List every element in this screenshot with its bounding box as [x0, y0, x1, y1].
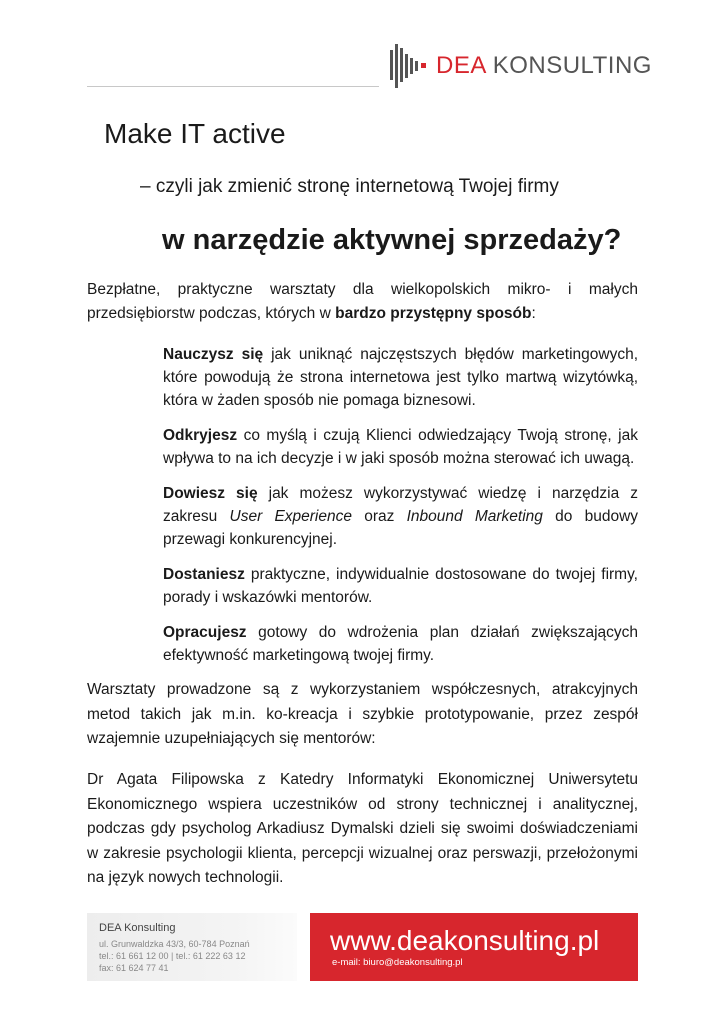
footer-www-domain: deakonsulting.pl: [396, 925, 600, 956]
benefit-item: [163, 343, 638, 412]
benefit-lead: Dowiesz się: [163, 485, 258, 502]
logo-wordmark: [436, 52, 652, 80]
benefit-lead: Nauczysz się: [163, 346, 264, 363]
company-logo: [390, 44, 652, 88]
footer-fax: fax: 61 624 77 41: [99, 963, 169, 973]
footer-address: ul. Grunwaldzka 43/3, 60-784 Poznań: [99, 939, 250, 949]
logo-word-dea: DEA: [436, 52, 486, 79]
benefit-text: do budowy przewagi konkurencyjnej.: [163, 508, 639, 548]
benefit-lead: Dostaniesz: [163, 566, 245, 583]
document-title: Make IT active: [104, 118, 286, 149]
benefit-item: [163, 424, 638, 470]
footer-company: DEA Konsulting: [99, 922, 176, 934]
benefit-text: gotowy do wdrożenia plan działań zwiększających efektywność marketingową twojej firmy.: [163, 624, 638, 664]
footer-phones: tel.: 61 661 12 00 | tel.: 61 222 63 12: [99, 951, 246, 961]
footer-www-prefix: www.: [330, 925, 397, 956]
intro-bold: bardzo przystępny sposób: [335, 305, 532, 322]
intro-end: :: [531, 305, 536, 322]
benefit-lead: Opracujesz: [163, 624, 247, 641]
benefit-text: jak możesz wykorzystywać wiedzę i narzędzia z zakresu: [163, 485, 638, 525]
footer-contact-box: [87, 913, 297, 981]
benefit-item: [163, 563, 638, 609]
benefit-text: praktyczne, indywidualnie dostosowane do twojej firmy, porady i wskazówki mentorów.: [163, 566, 638, 606]
logo-word-konsulting: KONSULTING: [492, 52, 652, 79]
intro-paragraph: [87, 278, 638, 326]
footer-web-box: [310, 913, 638, 981]
benefit-lead: Odkryjesz: [163, 427, 238, 444]
benefit-italic: Inbound Marketing: [406, 508, 543, 525]
logo-bars-icon: [390, 44, 428, 88]
benefit-text: oraz: [352, 508, 407, 525]
benefit-text: jak uniknąć najczęstszych błędów marketingowych, które powodują że strona internetowa jest tylko martwą wizytówką, która w żaden sposób nie pomaga biznesowi.: [163, 346, 638, 409]
mentors-paragraph: Dr Agata Filipowska z Katedry Informatyki Ekonomicznej Uniwersytetu Ekonomicznego wspiera uczestników od strony technicznej i analitycznej, podczas gdy psycholog Arkadiusz Dymalski dzieli się swoimi doświadczeniami w zakresie psychologii klienta, percepcji wizualnej oraz perswazji, przełożonymi na język nowych technologii.: [87, 771, 638, 886]
footer-email-link[interactable]: e-mail: biuro@deakonsulting.pl: [332, 957, 463, 968]
document-subtitle: – czyli jak zmienić stronę internetową Twojej firmy: [140, 176, 559, 197]
intro-text: Bezpłatne, praktyczne warsztaty dla wielkopolskich mikro- i małych przedsiębiorstw podczas, których w: [87, 281, 638, 322]
benefit-text: co myślą i czują Klienci odwiedzający Twoją stronę, jak wpływa to na ich decyzje i w jaki sposób można sterować ich uwagą.: [163, 427, 638, 467]
footer-website-link[interactable]: [330, 925, 599, 957]
document-headline: w narzędzie aktywnej sprzedaży?: [162, 224, 622, 256]
benefit-italic: User Experience: [229, 508, 352, 525]
benefit-item: [163, 482, 638, 551]
benefit-item: [163, 621, 638, 667]
workshop-paragraph: Warsztaty prowadzone są z wykorzystaniem współczesnych, atrakcyjnych metod takich jak m.in. ko-kreacja i szybkie prototypowanie, przez zespół wzajemnie uzupełniających się mentorów:: [87, 681, 638, 747]
header-divider: [87, 86, 379, 87]
